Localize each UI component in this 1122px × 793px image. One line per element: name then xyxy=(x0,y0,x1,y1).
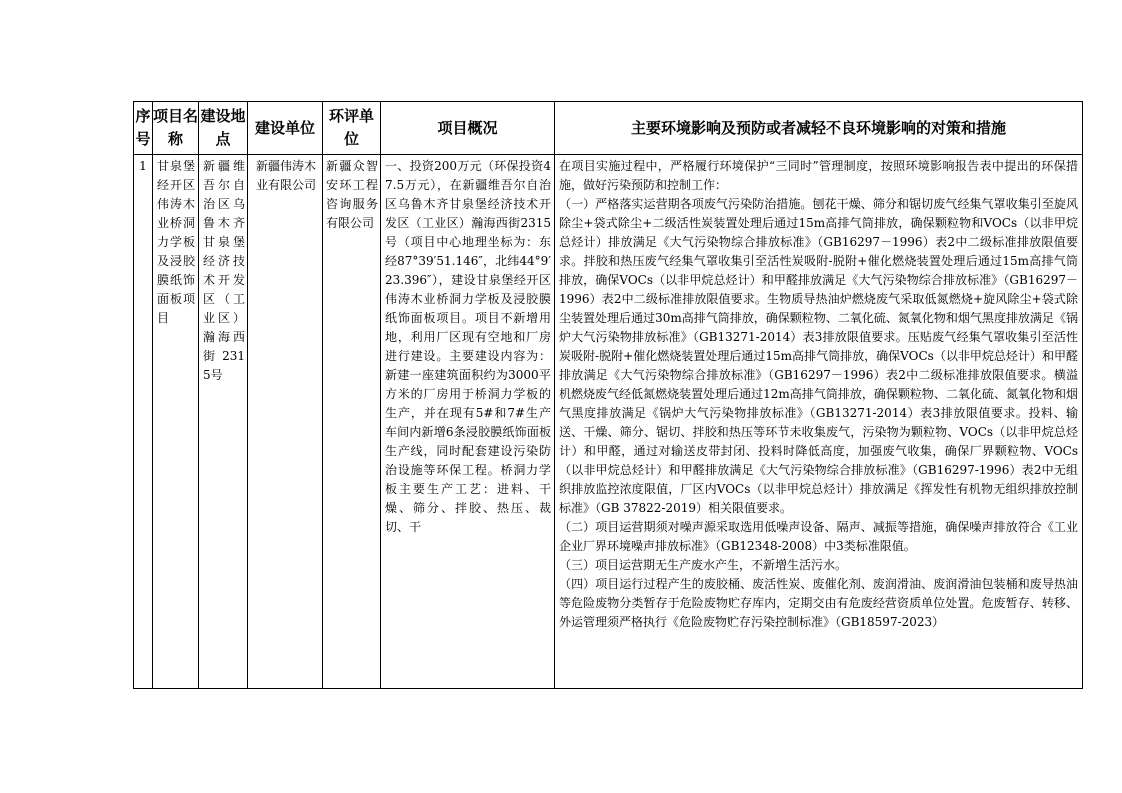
header-seq: 序号 xyxy=(134,102,153,155)
cell-builder: 新疆伟涛木业有限公司 xyxy=(255,159,316,192)
header-location: 建设地点 xyxy=(199,102,248,155)
cell-measures xyxy=(555,155,1082,688)
measures-intro: 在项目实施过程中，严格履行环境保护“三同时”管理制度，按照环境影响报告表中提出的环保措施，做好污染预防和控制工作： xyxy=(559,159,1078,192)
cell-builder-wrap xyxy=(248,155,323,689)
cell-project-name: 甘泉堡经开区伟涛木业桥洞力学板及浸胶膜纸饰面板项目 xyxy=(157,159,195,325)
cell-seq-wrap xyxy=(134,155,153,689)
header-row xyxy=(134,102,1083,155)
header-measures: 主要环境影响及预防或者减轻不良环境影响的对策和措施 xyxy=(555,102,1083,155)
cell-location-wrap xyxy=(199,155,248,689)
measures-noise: （二）项目运营期须对噪声源采取选用低噪声设备、隔声、减振等措施，确保噪声排放符合《工业企业厂界环境噪声排放标准》（GB12348-2008）中3类标准限值。 xyxy=(559,520,1078,553)
measures-waste: （四）项目运行过程产生的废胶桶、废活性炭、废催化剂、废润滑油、废润滑油包装桶和废导热油等危险废物分类暂存于危险废物贮存库内，定期交由有危废经营资质单位处置。危废暂存、转移、外运管理须严格执行《危险废物贮存污染控制标准》（GB18597-2023） xyxy=(559,577,1078,629)
header-project-name: 项目名称 xyxy=(153,102,199,155)
cell-seq: 1 xyxy=(139,159,147,173)
cell-eia-unit: 新疆众智安环工程咨询服务有限公司 xyxy=(326,159,378,230)
cell-overview-wrap xyxy=(381,155,555,689)
measures-water: （三）项目运营期无生产废水产生，不新增生活污水。 xyxy=(559,558,848,572)
table-row xyxy=(134,155,1083,689)
header-overview: 项目概况 xyxy=(381,102,555,155)
measures-air: （一）严格落实运营期各项废气污染防治措施。刨花干燥、筛分和锯切废气经集气罩收集引至旋风除尘+袋式除尘+二级活性炭装置处理后通过15m高排气筒排放，确保颗粒物和VOCs（以非甲烷总烃计）排放满足《大气污染物综合排放标准》（GB16297－1996）表2中二级标准排放限值要求。拌胶和热压废气经集气罩收集引至活性炭吸附-脱附+催化燃烧装置处理后通过15m高排气筒排放，确保VOCs（以非甲烷总烃计）和甲醛排放满足《大气污染物综合排放标准》（GB16297－1996）表2中二级标准排放限值要求。生物质导热油炉燃烧废气采取低氮燃烧+旋风除尘+袋式除尘装置处理后通过30m高排气筒排放，确保颗粒物、二氧化硫、氮氧化物和烟气黑度排放满足《锅炉大气污染物排放标准》（GB13271-2014）表3排放限值要求。压贴废气经集气罩收集引至活性炭吸附-脱附+催化燃烧装置处理后通过15m高排气筒排放，确保VOCs（以非甲烷总烃计）和甲醛排放满足《大气污染物综合排放标准》（GB16297－1996）表2中二级标准排放限值要求。横溢机燃烧废气经低氮燃烧装置处理后通过12m高排气筒排放，确保颗粒物、二氧化硫、氮氧化物和烟气黑度排放满足《锅炉大气污染物排放标准》（GB13271-2014）表3排放限值要求。投料、输送、干燥、筛分、锯切、拌胶和热压等环节未收集废气，污染物为颗粒物、VOCs（以非甲烷总烃计）和甲醛，通过对输送皮带封闭、投料时降低高度，加强废气收集，确保厂界颗粒物、VOCs（以非甲烷总烃计）和甲醛排放满足《大气污染物综合排放标准》（GB16297-1996）表2中无组织排放监控浓度限值，厂区内VOCs（以非甲烷总烃计）排放满足《挥发性有机物无组织排放控制标准》（GB 37822-2019）相关限值要求。 xyxy=(559,197,1078,515)
cell-eia-unit-wrap xyxy=(323,155,381,689)
project-table xyxy=(133,101,1083,689)
cell-project-name-wrap xyxy=(153,155,199,689)
header-eia-unit: 环评单位 xyxy=(323,102,381,155)
cell-measures-wrap xyxy=(555,155,1083,689)
cell-overview: 一、投资200万元（环保投资47.5万元），在新疆维吾尔自治区乌鲁木齐甘泉堡经济技术开发区（工业区）瀚海西街2315号（项目中心地理坐标为：东经87°39′51.146″，北纬44°9′23.396″），建设甘泉堡经开区伟涛木业桥洞力学板及浸胶膜纸饰面板项目。项目不新增用地，利用厂区现有空地和厂房进行建设。主要建设内容为：新建一座建筑面积约为3000平方米的厂房用于桥洞力学板的生产，并在现有5#和7#生产车间内新增6条浸胶膜纸饰面板生产线，同时配套建设污染防治设施等环保工程。桥洞力学板主要生产工艺：进料、干燥、筛分、拌胶、热压、裁切、干 xyxy=(385,159,551,534)
cell-location: 新疆维吾尔自治区乌鲁木齐甘泉堡经济技术开发区（工业区）瀚海西街2315号 xyxy=(203,159,245,382)
header-builder: 建设单位 xyxy=(248,102,323,155)
